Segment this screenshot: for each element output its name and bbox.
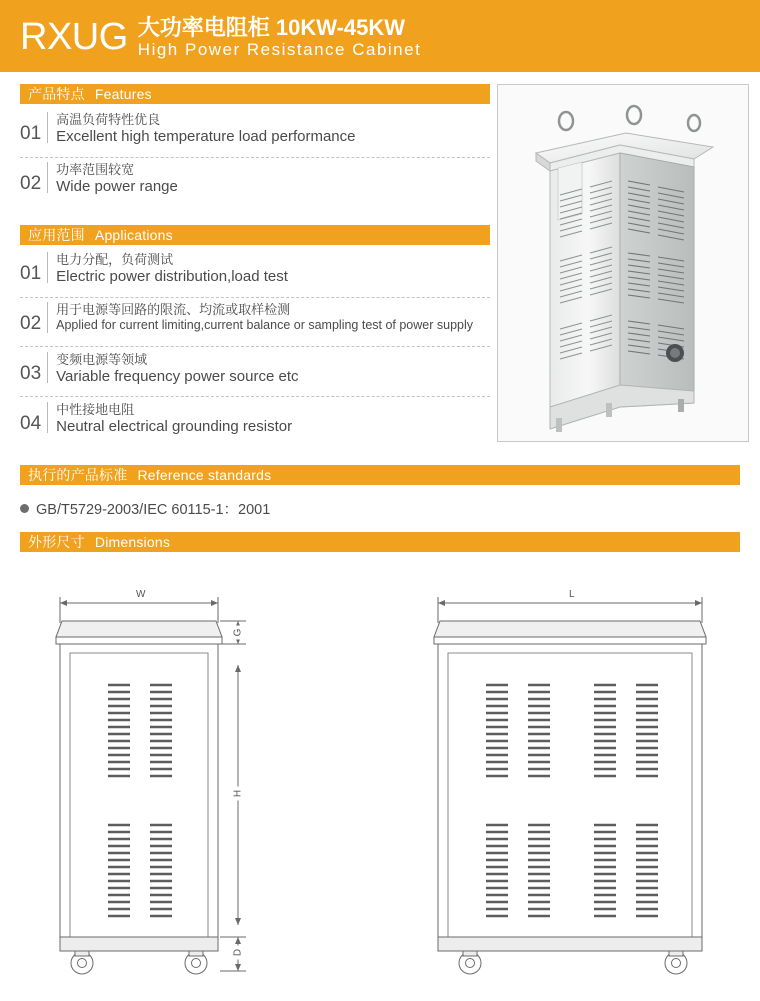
product-title-cn: 大功率电阻柜 10KW-45KW — [137, 14, 406, 40]
application-item-number: 04 — [20, 402, 48, 433]
features-title-en: Features — [94, 86, 152, 102]
feature-item-en: Excellent high temperature load performance — [56, 128, 356, 146]
application-item-number: 02 — [20, 302, 48, 333]
feature-item-number: 01 — [20, 112, 48, 143]
feature-item-number: 02 — [20, 162, 48, 193]
page-header — [0, 0, 760, 72]
application-item-cn: 用于电源等回路的限流、均流或取样检测 — [56, 302, 291, 317]
bullet-icon — [20, 504, 29, 513]
application-item-texts — [56, 352, 298, 387]
header-titles — [138, 13, 422, 60]
section-header-features — [20, 84, 490, 104]
divider — [20, 297, 490, 298]
standard-line — [20, 498, 270, 519]
feature-item-cn: 功率范围较宽 — [56, 162, 135, 177]
product-title-en: High Power Resistance Cabinet — [137, 39, 422, 59]
application-item-cn: 电力分配，负荷测试 — [56, 252, 174, 267]
application-item-texts — [56, 252, 288, 287]
dimension-drawings — [20, 575, 740, 1000]
section-header-applications — [20, 225, 490, 245]
application-item-en: Applied for current limiting,current balance or sampling test of power supply — [56, 318, 474, 333]
feature-item-texts — [56, 112, 355, 147]
application-item-cn: 变频电源等领域 — [56, 352, 148, 367]
front-view-height-label: H — [233, 787, 244, 801]
section-header-standards — [20, 465, 740, 485]
standard-text: GB/T5729-2003/IEC 60115-1：2001 — [36, 502, 271, 518]
standards-title-en: Reference standards — [137, 467, 272, 483]
application-item-texts — [56, 402, 292, 437]
dimensions-title-en: Dimensions — [94, 534, 171, 550]
applications-title-en: Applications — [94, 227, 173, 243]
feature-item-texts — [56, 162, 178, 197]
feature-item-01 — [20, 112, 490, 147]
section-header-dimensions — [20, 532, 740, 552]
divider — [20, 157, 490, 158]
feature-item-02 — [20, 162, 490, 197]
dimensions-title-cn: 外形尺寸 — [28, 534, 85, 550]
applications-title-cn: 应用范围 — [28, 227, 85, 243]
application-item-03 — [20, 352, 490, 387]
application-item-number: 03 — [20, 352, 48, 383]
application-item-texts — [56, 302, 473, 334]
product-model: RXUG — [20, 16, 128, 58]
front-view-top-label: G — [233, 626, 244, 640]
divider — [20, 346, 490, 347]
divider — [20, 396, 490, 397]
application-item-en: Variable frequency power source etc — [56, 368, 299, 386]
application-item-cn: 中性接地电阻 — [56, 402, 135, 417]
application-item-02 — [20, 302, 490, 334]
cabinet-photo-illustration — [498, 85, 748, 441]
dimension-drawing-svg — [20, 575, 740, 995]
application-item-number: 01 — [20, 252, 48, 283]
side-view-length-label: L — [566, 589, 578, 600]
standards-title-cn: 执行的产品标准 — [28, 467, 128, 483]
front-view-bottom-label: D — [233, 946, 244, 960]
application-item-04 — [20, 402, 490, 437]
feature-item-en: Wide power range — [56, 178, 178, 196]
feature-item-cn: 高温负荷特性优良 — [56, 112, 161, 127]
application-item-en: Electric power distribution,load test — [56, 268, 288, 286]
front-view-width-label: W — [133, 589, 148, 600]
application-item-01 — [20, 252, 490, 287]
product-photo — [497, 84, 749, 442]
features-title-cn: 产品特点 — [28, 86, 85, 102]
application-item-en: Neutral electrical grounding resistor — [56, 418, 293, 436]
